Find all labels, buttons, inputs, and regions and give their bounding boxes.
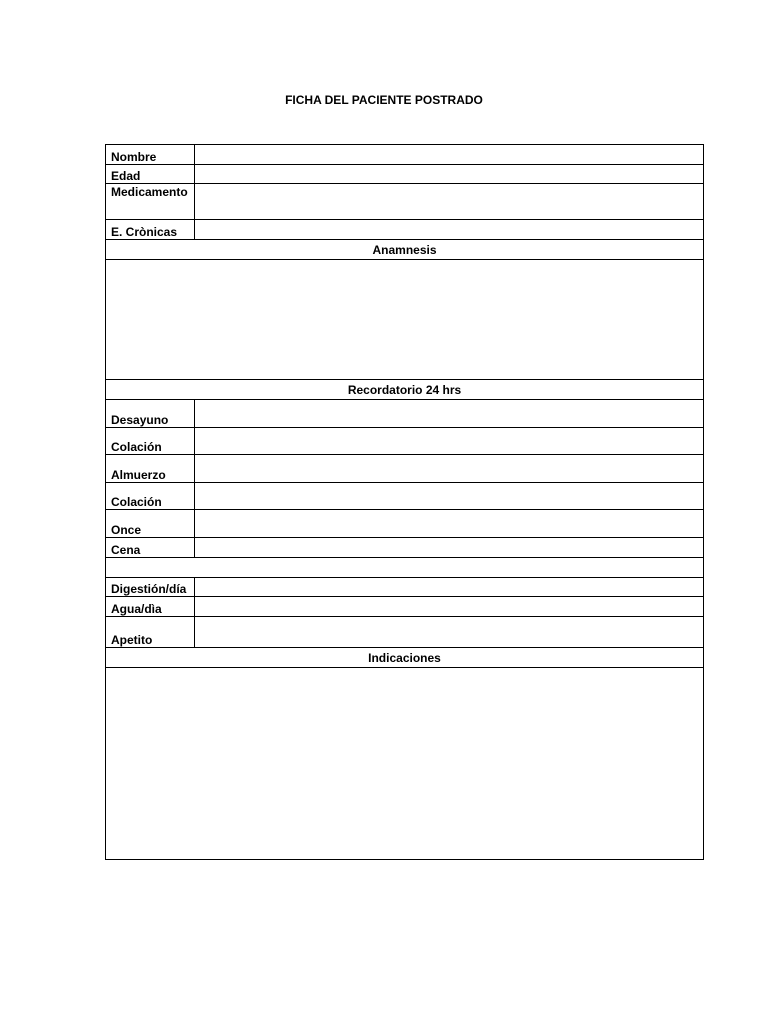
label-once: Once xyxy=(106,510,195,538)
label-edad: Edad xyxy=(106,165,195,184)
row-medicamento xyxy=(106,184,704,220)
field-digestion[interactable] xyxy=(195,578,704,597)
document-title: FICHA DEL PACIENTE POSTRADO xyxy=(285,93,483,107)
field-indicaciones[interactable] xyxy=(106,668,704,860)
anamnesis-header: Anamnesis xyxy=(106,240,704,260)
field-almuerzo[interactable] xyxy=(195,455,704,483)
field-once[interactable] xyxy=(195,510,704,538)
row-agua xyxy=(106,597,704,617)
row-anamnesis-header xyxy=(106,240,704,260)
row-edad xyxy=(106,165,704,184)
label-medicamento: Medicamento xyxy=(106,184,195,220)
row-almuerzo xyxy=(106,455,704,483)
row-colacion-2 xyxy=(106,483,704,510)
label-nombre: Nombre xyxy=(106,145,195,165)
label-apetito: Apetito xyxy=(106,617,195,648)
field-desayuno[interactable] xyxy=(195,400,704,428)
field-medicamento[interactable] xyxy=(195,184,704,220)
spacer-row xyxy=(106,558,704,578)
row-apetito xyxy=(106,617,704,648)
row-once xyxy=(106,510,704,538)
label-colacion-1: Colación xyxy=(106,428,195,455)
field-colacion-1[interactable] xyxy=(195,428,704,455)
field-agua[interactable] xyxy=(195,597,704,617)
row-indicaciones-area xyxy=(106,668,704,860)
label-colacion-2: Colación xyxy=(106,483,195,510)
label-agua: Agua/dìa xyxy=(106,597,195,617)
row-recordatorio-header xyxy=(106,380,704,400)
field-apetito[interactable] xyxy=(195,617,704,648)
row-cronicas xyxy=(106,220,704,240)
field-colacion-2[interactable] xyxy=(195,483,704,510)
row-colacion-1 xyxy=(106,428,704,455)
field-edad[interactable] xyxy=(195,165,704,184)
row-anamnesis-area xyxy=(106,260,704,380)
row-cena xyxy=(106,538,704,558)
row-spacer xyxy=(106,558,704,578)
label-almuerzo: Almuerzo xyxy=(106,455,195,483)
row-nombre xyxy=(106,145,704,165)
label-cena: Cena xyxy=(106,538,195,558)
row-indicaciones-header xyxy=(106,648,704,668)
label-digestion: Digestión/día xyxy=(106,578,195,597)
label-desayuno: Desayuno xyxy=(106,400,195,428)
patient-form-table xyxy=(105,144,704,860)
indicaciones-header: Indicaciones xyxy=(106,648,704,668)
row-desayuno xyxy=(106,400,704,428)
field-cena[interactable] xyxy=(195,538,704,558)
label-cronicas: E. Crònicas xyxy=(106,220,195,240)
field-nombre[interactable] xyxy=(195,145,704,165)
recordatorio-header: Recordatorio 24 hrs xyxy=(106,380,704,400)
row-digestion xyxy=(106,578,704,597)
field-cronicas[interactable] xyxy=(195,220,704,240)
field-anamnesis[interactable] xyxy=(106,260,704,380)
